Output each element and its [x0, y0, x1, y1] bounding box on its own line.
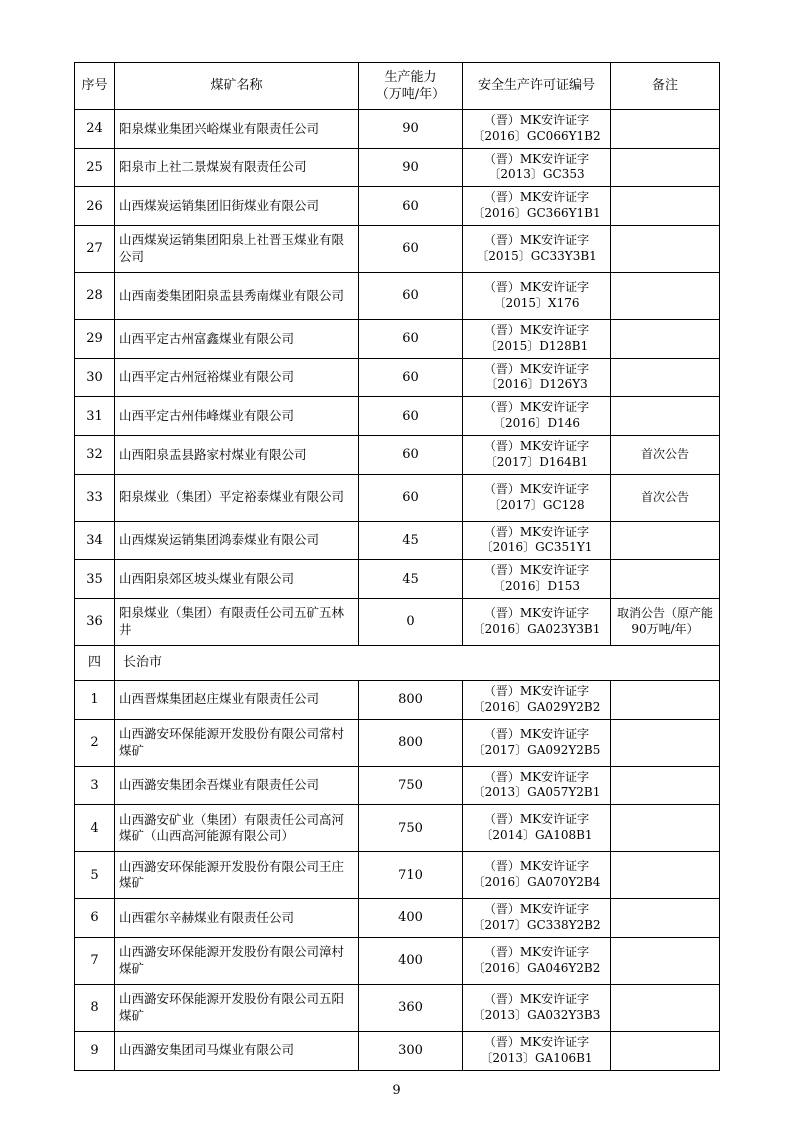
table-row	[75, 805, 720, 852]
cell-note	[611, 521, 720, 560]
cell-note	[611, 148, 720, 187]
cell-index: 7	[75, 937, 115, 984]
cell-index: 31	[75, 397, 115, 436]
table-row	[75, 766, 720, 805]
cell-note	[611, 187, 720, 226]
cell-license: （晋）MK安许证字〔2013〕GA106B1	[463, 1031, 611, 1070]
cell-index: 36	[75, 598, 115, 645]
cell-note	[611, 272, 720, 319]
cell-mine-name: 阳泉煤业（集团）平定裕泰煤业有限公司	[115, 474, 359, 521]
table-row	[75, 474, 720, 521]
cell-mine-name: 阳泉市上社二景煤炭有限责任公司	[115, 148, 359, 187]
cell-license: （晋）MK安许证字〔2015〕X176	[463, 272, 611, 319]
cell-mine-name: 山西潞安环保能源开发股份有限公司五阳煤矿	[115, 984, 359, 1031]
cell-capacity: 60	[359, 319, 463, 358]
coal-mine-table	[74, 62, 720, 1071]
cell-index: 33	[75, 474, 115, 521]
cell-note	[611, 984, 720, 1031]
cell-license: （晋）MK安许证字〔2017〕D164B1	[463, 435, 611, 474]
column-header-index: 序号	[75, 63, 115, 110]
cell-note	[611, 899, 720, 938]
cell-capacity: 800	[359, 680, 463, 719]
cell-mine-name: 山西平定古州冠裕煤业有限公司	[115, 358, 359, 397]
cell-capacity: 60	[359, 397, 463, 436]
table-header-row	[75, 63, 720, 110]
cell-capacity: 360	[359, 984, 463, 1031]
cell-capacity: 400	[359, 937, 463, 984]
cell-capacity: 400	[359, 899, 463, 938]
table-row	[75, 319, 720, 358]
cell-capacity: 60	[359, 358, 463, 397]
cell-capacity: 750	[359, 766, 463, 805]
section-index: 四	[75, 645, 115, 680]
cell-capacity: 45	[359, 521, 463, 560]
table-body	[75, 110, 720, 1071]
cell-license: （晋）MK安许证字〔2017〕GA092Y2B5	[463, 719, 611, 766]
cell-index: 5	[75, 852, 115, 899]
cell-note: 首次公告	[611, 474, 720, 521]
table-row	[75, 358, 720, 397]
cell-license: （晋）MK安许证字〔2016〕D146	[463, 397, 611, 436]
cell-capacity: 45	[359, 560, 463, 599]
cell-license: （晋）MK安许证字〔2014〕GA108B1	[463, 805, 611, 852]
table-section-row	[75, 645, 720, 680]
column-header-capacity	[359, 63, 463, 110]
cell-license: （晋）MK安许证字〔2013〕GC353	[463, 148, 611, 187]
cell-mine-name: 山西阳泉盂县路家村煤业有限公司	[115, 435, 359, 474]
cell-index: 27	[75, 225, 115, 272]
cell-index: 29	[75, 319, 115, 358]
cell-note: 取消公告（原产能90万吨/年）	[611, 598, 720, 645]
cell-note	[611, 805, 720, 852]
cell-capacity: 0	[359, 598, 463, 645]
cell-index: 9	[75, 1031, 115, 1070]
cell-mine-name: 阳泉煤业集团兴峪煤业有限责任公司	[115, 110, 359, 149]
cell-mine-name: 山西平定古州富鑫煤业有限公司	[115, 319, 359, 358]
cell-mine-name: 山西煤炭运销集团旧街煤业有限公司	[115, 187, 359, 226]
cell-index: 4	[75, 805, 115, 852]
cell-capacity: 300	[359, 1031, 463, 1070]
cell-capacity: 750	[359, 805, 463, 852]
cell-index: 28	[75, 272, 115, 319]
cell-license: （晋）MK安许证字〔2016〕D153	[463, 560, 611, 599]
cell-mine-name: 山西平定古州伟峰煤业有限公司	[115, 397, 359, 436]
cell-mine-name: 阳泉煤业（集团）有限责任公司五矿五林井	[115, 598, 359, 645]
cell-license: （晋）MK安许证字〔2017〕GC338Y2B2	[463, 899, 611, 938]
cell-license: （晋）MK安许证字〔2016〕GC366Y1B1	[463, 187, 611, 226]
cell-mine-name: 山西霍尔辛赫煤业有限责任公司	[115, 899, 359, 938]
cell-index: 6	[75, 899, 115, 938]
page-number: 9	[392, 1083, 401, 1098]
cell-capacity: 60	[359, 272, 463, 319]
cell-mine-name: 山西潞安矿业（集团）有限责任公司高河煤矿（山西高河能源有限公司）	[115, 805, 359, 852]
table-row	[75, 984, 720, 1031]
cell-mine-name: 山西阳泉郊区坡头煤业有限公司	[115, 560, 359, 599]
cell-index: 30	[75, 358, 115, 397]
table-row	[75, 148, 720, 187]
column-header-note: 备注	[611, 63, 720, 110]
cell-index: 32	[75, 435, 115, 474]
column-header-capacity-line2: （万吨/年）	[375, 87, 446, 102]
cell-note	[611, 225, 720, 272]
table-row	[75, 435, 720, 474]
cell-mine-name: 山西潞安环保能源开发股份有限公司常村煤矿	[115, 719, 359, 766]
cell-note	[611, 937, 720, 984]
table-row	[75, 187, 720, 226]
cell-license: （晋）MK安许证字〔2015〕D128B1	[463, 319, 611, 358]
cell-note	[611, 852, 720, 899]
cell-note	[611, 719, 720, 766]
cell-mine-name: 山西煤炭运销集团阳泉上社晋玉煤业有限公司	[115, 225, 359, 272]
cell-license: （晋）MK安许证字〔2013〕GA057Y2B1	[463, 766, 611, 805]
cell-capacity: 60	[359, 474, 463, 521]
cell-mine-name: 山西煤炭运销集团鸿泰煤业有限公司	[115, 521, 359, 560]
cell-capacity: 60	[359, 435, 463, 474]
cell-index: 3	[75, 766, 115, 805]
cell-license: （晋）MK安许证字〔2016〕GA023Y3B1	[463, 598, 611, 645]
table-row	[75, 521, 720, 560]
table-row	[75, 852, 720, 899]
table-row	[75, 560, 720, 599]
table-row	[75, 110, 720, 149]
cell-license: （晋）MK安许证字〔2017〕GC128	[463, 474, 611, 521]
cell-note	[611, 319, 720, 358]
cell-license: （晋）MK安许证字〔2016〕D126Y3	[463, 358, 611, 397]
cell-index: 8	[75, 984, 115, 1031]
cell-capacity: 710	[359, 852, 463, 899]
table-row	[75, 598, 720, 645]
cell-note	[611, 766, 720, 805]
column-header-name: 煤矿名称	[115, 63, 359, 110]
cell-index: 34	[75, 521, 115, 560]
cell-license: （晋）MK安许证字〔2013〕GA032Y3B3	[463, 984, 611, 1031]
cell-index: 25	[75, 148, 115, 187]
cell-license: （晋）MK安许证字〔2016〕GA029Y2B2	[463, 680, 611, 719]
table-row	[75, 719, 720, 766]
cell-mine-name: 山西潞安集团余吾煤业有限责任公司	[115, 766, 359, 805]
cell-capacity: 90	[359, 148, 463, 187]
column-header-capacity-line1: 生产能力	[384, 69, 437, 85]
cell-capacity: 60	[359, 187, 463, 226]
cell-mine-name: 山西晋煤集团赵庄煤业有限责任公司	[115, 680, 359, 719]
column-header-license: 安全生产许可证编号	[463, 63, 611, 110]
table-header	[75, 63, 720, 110]
cell-note	[611, 560, 720, 599]
cell-license: （晋）MK安许证字〔2016〕GA046Y2B2	[463, 937, 611, 984]
cell-license: （晋）MK安许证字〔2015〕GC33Y3B1	[463, 225, 611, 272]
table-row	[75, 1031, 720, 1070]
table-row	[75, 937, 720, 984]
cell-index: 2	[75, 719, 115, 766]
cell-note: 首次公告	[611, 435, 720, 474]
table-row	[75, 225, 720, 272]
table-row	[75, 397, 720, 436]
table-row	[75, 680, 720, 719]
cell-mine-name: 山西潞安集团司马煤业有限公司	[115, 1031, 359, 1070]
table-row	[75, 899, 720, 938]
section-label: 长治市	[115, 645, 720, 680]
cell-note	[611, 1031, 720, 1070]
cell-index: 35	[75, 560, 115, 599]
cell-mine-name: 山西潞安环保能源开发股份有限公司漳村煤矿	[115, 937, 359, 984]
cell-capacity: 800	[359, 719, 463, 766]
cell-note	[611, 110, 720, 149]
cell-capacity: 60	[359, 225, 463, 272]
table-row	[75, 272, 720, 319]
cell-license: （晋）MK安许证字〔2016〕GA070Y2B4	[463, 852, 611, 899]
cell-capacity: 90	[359, 110, 463, 149]
cell-license: （晋）MK安许证字〔2016〕GC066Y1B2	[463, 110, 611, 149]
cell-license: （晋）MK安许证字〔2016〕GC351Y1	[463, 521, 611, 560]
cell-mine-name: 山西南娄集团阳泉盂县秀南煤业有限公司	[115, 272, 359, 319]
cell-mine-name: 山西潞安环保能源开发股份有限公司王庄煤矿	[115, 852, 359, 899]
cell-note	[611, 680, 720, 719]
cell-index: 24	[75, 110, 115, 149]
cell-note	[611, 358, 720, 397]
cell-index: 26	[75, 187, 115, 226]
cell-note	[611, 397, 720, 436]
cell-index: 1	[75, 680, 115, 719]
